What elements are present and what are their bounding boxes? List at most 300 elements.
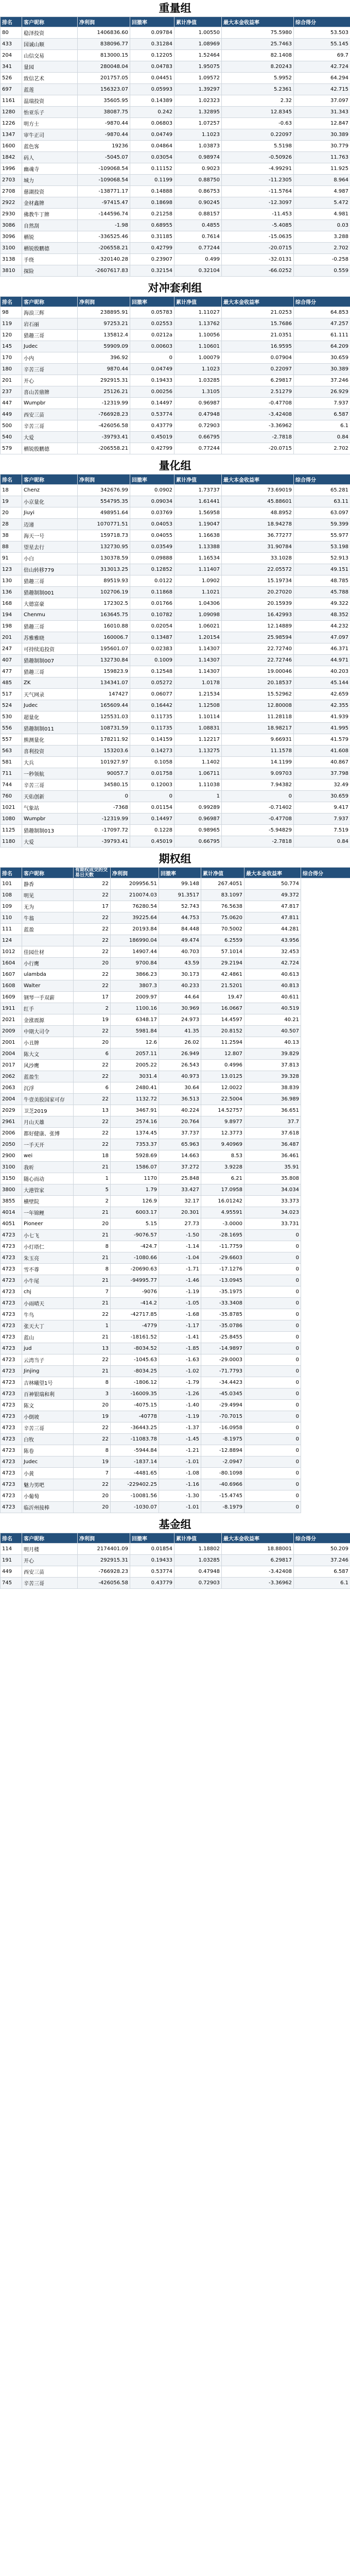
table-cell: 1.02323: [174, 95, 222, 107]
table-cell: 栖锐殷鹏德: [22, 443, 78, 454]
table-cell: -11.453: [222, 209, 294, 220]
table-cell: 0.72903: [174, 420, 222, 432]
table-cell: 35.808: [244, 1173, 301, 1184]
table-cell: -5.4085: [222, 220, 294, 231]
table-cell: 33.427: [159, 1184, 201, 1196]
table-row: [1, 39, 350, 50]
table-cell: 0.04451: [130, 73, 174, 84]
table-cell: 小黄: [22, 1468, 74, 1479]
table-cell: 37.7: [244, 1116, 301, 1128]
table-cell: 21.5201: [201, 980, 244, 992]
table-row: [1, 1173, 350, 1184]
table-cell: -1.40: [159, 1400, 201, 1411]
table-cell: 1.00550: [174, 27, 222, 39]
table-cell: -0.71402: [222, 802, 294, 814]
table-row: [1, 1264, 350, 1275]
table-cell: 0.96987: [174, 398, 222, 409]
table-cell: 36.513: [159, 1094, 201, 1105]
table-cell: 0.4855: [174, 220, 222, 231]
table-cell: 1.1402: [174, 757, 222, 768]
table-cell: 0: [244, 1502, 301, 1513]
table-cell: -9870.44: [78, 129, 130, 141]
table-cell: -0.47708: [222, 814, 294, 825]
table-cell: 22: [74, 980, 111, 992]
table-cell: 40.613: [244, 969, 301, 980]
table-cell: 19: [1, 496, 22, 507]
table-cell: 447: [1, 398, 22, 409]
table-cell: 1.52464: [174, 50, 222, 61]
table-row: [1, 1094, 350, 1105]
table-cell: 1.13275: [174, 745, 222, 757]
table-row: [1, 1230, 350, 1241]
table-cell: 4723: [1, 1241, 22, 1252]
table-cell: 1: [174, 791, 222, 802]
table-cell: 0.45019: [130, 432, 174, 443]
table-row: [1, 73, 350, 84]
table-cell: -66.0252: [222, 265, 294, 277]
table-cell: 76.5638: [201, 901, 244, 912]
table-cell: 0: [244, 1388, 301, 1400]
table-cell: 猎趣制制007: [22, 655, 78, 666]
table-row: [1, 553, 350, 564]
table-cell: -766928.23: [78, 409, 130, 420]
table-cell: 国诚山顺: [22, 39, 78, 50]
table-cell: 170: [1, 352, 22, 364]
table-cell: 3855: [1, 1196, 22, 1207]
table-cell: 26.949: [159, 1048, 201, 1060]
table-cell: 1.10601: [174, 341, 222, 352]
table-cell: 25.7463: [222, 39, 294, 50]
table-cell: 0.22097: [222, 129, 294, 141]
table-cell: 48.785: [294, 575, 350, 587]
table-cell: 156323.07: [78, 84, 130, 95]
table-cell: 1.12217: [174, 734, 222, 745]
table-cell: 0.1058: [130, 757, 174, 768]
table-cell: 88: [1, 541, 22, 553]
table-cell: -4.99291: [222, 163, 294, 175]
table-cell: 1609: [1, 992, 22, 1003]
table-cell: 辛苦三哥: [22, 779, 78, 791]
table-cell: 8: [74, 1377, 111, 1388]
table-cell: 18: [1, 485, 22, 496]
table-cell: 19.00046: [222, 666, 294, 677]
table-cell: 9700.84: [111, 958, 159, 969]
table-cell: 247: [1, 643, 22, 655]
column-header: 累计净值: [201, 868, 244, 878]
table-cell: 13: [74, 1105, 111, 1116]
table-cell: 49.151: [294, 564, 350, 575]
table-cell: 0.32154: [130, 265, 174, 277]
table-cell: wei: [22, 1150, 74, 1162]
table-cell: 14.1199: [222, 757, 294, 768]
table-cell: 83.1097: [201, 890, 244, 901]
table-cell: 蓝山: [22, 1332, 74, 1343]
table-cell: 26.929: [294, 386, 350, 398]
table-cell: 熊测量化: [22, 734, 78, 745]
table-cell: 126.9: [111, 1196, 159, 1207]
table-row: [1, 375, 350, 386]
table-cell: 8: [74, 1241, 111, 1252]
table-cell: -4779: [111, 1320, 159, 1332]
table-cell: 32.49: [294, 779, 350, 791]
table-cell: 2029: [1, 1105, 22, 1116]
table-cell: 0.90245: [174, 197, 222, 209]
table-cell: 0.06077: [130, 689, 174, 700]
table-header-row: [1, 17, 350, 27]
table-cell: 22.5004: [201, 1094, 244, 1105]
table-cell: -3.42408: [222, 409, 294, 420]
table-cell: 557: [1, 734, 22, 745]
table-cell: 3086: [1, 220, 22, 231]
table-cell: Wumpbr: [22, 398, 78, 409]
table-row: [1, 1105, 350, 1116]
table-cell: 20193.84: [111, 924, 159, 935]
table-cell: -4481.65: [111, 1468, 159, 1479]
table-cell: -109068.54: [78, 175, 130, 186]
table-cell: 99.148: [159, 878, 201, 890]
table-row: [1, 912, 350, 924]
table-cell: 37.737: [159, 1128, 201, 1139]
table-cell: 1406836.60: [78, 27, 130, 39]
table-row: [1, 485, 350, 496]
table-cell: 1.11407: [174, 564, 222, 575]
table-cell: 雪不尊: [22, 1264, 74, 1275]
table-cell: 108731.59: [78, 723, 130, 734]
table-cell: 30.659: [294, 352, 350, 364]
table-cell: -414.2: [111, 1298, 159, 1309]
table-cell: 18.88001: [222, 1544, 294, 1555]
column-header: 客户昵称: [22, 297, 78, 307]
table-cell: 63.11: [294, 496, 350, 507]
table-cell: -9870.44: [78, 118, 130, 129]
table-cell: 8: [74, 1445, 111, 1456]
table-cell: 25126.21: [78, 386, 130, 398]
table-cell: 1.1023: [174, 364, 222, 375]
table-cell: 136: [1, 587, 22, 598]
table-cell: 33.373: [244, 1196, 301, 1207]
table-row: [1, 655, 350, 666]
table-cell: 自然刮: [22, 220, 78, 231]
column-header: 累计净值: [174, 297, 222, 307]
table-cell: -1.21: [159, 1445, 201, 1456]
column-header: 回撤率: [130, 1533, 174, 1544]
table-cell: 0.31185: [130, 231, 174, 243]
table-cell: 2.51279: [222, 386, 294, 398]
table-cell: 0: [244, 1286, 301, 1298]
table-cell: 22: [74, 969, 111, 980]
table-cell: 1: [74, 1173, 111, 1184]
table-cell: 2017: [1, 1060, 22, 1071]
table-cell: 2.702: [294, 443, 350, 454]
table-cell: 292915.31: [78, 375, 130, 386]
table-cell: -206558.21: [78, 443, 130, 454]
table-cell: 2063: [1, 1082, 22, 1094]
table-cell: 13: [74, 1343, 111, 1354]
table-cell: 开心: [22, 1555, 78, 1566]
table-cell: 40.519: [244, 1003, 301, 1014]
table-cell: -1080.66: [111, 1252, 159, 1264]
table-cell: 随心而动: [22, 1173, 74, 1184]
table-cell: 1226: [1, 118, 22, 129]
table-row: [1, 118, 350, 129]
table-cell: 0.06803: [130, 118, 174, 129]
column-header: 净利润: [78, 1533, 130, 1544]
table-row: [1, 980, 350, 992]
table-cell: 0.11868: [130, 587, 174, 598]
table-cell: 37.798: [294, 768, 350, 779]
table-cell: 3467.91: [111, 1105, 159, 1116]
table-cell: 大德富豪: [22, 598, 78, 609]
table-cell: 0.47948: [174, 409, 222, 420]
table-cell: 临沂州接棒: [22, 1502, 74, 1513]
table-cell: Judec: [22, 341, 78, 352]
table-row: [1, 254, 350, 265]
table-cell: 22: [74, 1116, 111, 1128]
table-cell: 1.3105: [174, 386, 222, 398]
table-row: [1, 1422, 350, 1434]
table-cell: 524: [1, 700, 22, 711]
table-cell: 1125: [1, 825, 22, 836]
section-title: 基金组: [0, 1516, 350, 1533]
table-cell: 108: [1, 890, 22, 901]
table-cell: Judec: [22, 1456, 74, 1468]
table-cell: 18.98217: [222, 723, 294, 734]
table-cell: 90057.7: [78, 768, 130, 779]
table-cell: 20: [74, 1218, 111, 1230]
table-cell: 25.848: [159, 1173, 201, 1184]
table-cell: 41.995: [294, 723, 350, 734]
column-header: 最大本金收益率: [222, 474, 294, 485]
table-cell: 201: [1, 375, 22, 386]
table-cell: 0: [244, 1298, 301, 1309]
table-cell: 9.40969: [201, 1139, 244, 1150]
table-cell: 0.32104: [174, 265, 222, 277]
table-cell: 0.09888: [130, 553, 174, 564]
table-cell: 牛壹美股国家可存: [22, 1094, 74, 1105]
table-cell: -426056.58: [78, 1578, 130, 1589]
table-row: [1, 1400, 350, 1411]
column-header: 排名: [1, 868, 22, 878]
table-cell: 0.12852: [130, 564, 174, 575]
table-row: [1, 1218, 350, 1230]
table-cell: 0.86753: [174, 186, 222, 197]
table-cell: 204: [1, 50, 22, 61]
table-cell: 9.8977: [201, 1116, 244, 1128]
table-row: [1, 1048, 350, 1060]
table-cell: 195601.07: [78, 643, 130, 655]
table-cell: 0.01854: [130, 1544, 174, 1555]
table-cell: 小倒坡: [22, 1411, 74, 1422]
table-cell: 1.00079: [174, 352, 222, 364]
table-cell: 14.663: [159, 1150, 201, 1162]
table-cell: -1045.63: [111, 1354, 159, 1366]
table-cell: 37.272: [159, 1162, 201, 1173]
table-row: [1, 1502, 350, 1513]
table-row: [1, 1544, 350, 1555]
table-row: [1, 689, 350, 700]
table-cell: 70.5002: [201, 924, 244, 935]
table-cell: 0: [244, 1422, 301, 1434]
table-cell: -12.8894: [201, 1445, 244, 1456]
table-cell: [22, 935, 74, 946]
table-cell: 1012: [1, 946, 22, 958]
table-cell: 3866.23: [111, 969, 159, 980]
table-cell: 0.19433: [130, 375, 174, 386]
table-cell: 佳园仕材: [22, 946, 74, 958]
table-cell: 11.763: [294, 152, 350, 163]
table-cell: 18: [74, 1150, 111, 1162]
table-cell: 辛苦三哥: [22, 1422, 74, 1434]
table-row: [1, 946, 350, 958]
table-cell: 30.659: [294, 791, 350, 802]
table-cell: 小牛尾: [22, 1275, 74, 1286]
table-cell: 47.097: [294, 632, 350, 643]
table-cell: 16.9595: [222, 341, 294, 352]
table-cell: 陈文: [22, 1400, 74, 1411]
table-cell: 42.715: [294, 84, 350, 95]
table-row: [1, 1128, 350, 1139]
table-cell: 1996: [1, 163, 22, 175]
table-row: [1, 341, 350, 352]
table-cell: 1.07257: [174, 118, 222, 129]
table-cell: 6: [74, 1048, 111, 1060]
table-cell: 30.969: [159, 1003, 201, 1014]
table-cell: 194: [1, 609, 22, 621]
table-cell: 20: [74, 958, 111, 969]
table-cell: 苏雅雅晓: [22, 632, 78, 643]
table-row: [1, 220, 350, 231]
table-cell: 0.9023: [174, 163, 222, 175]
table-cell: 6.587: [294, 1566, 350, 1578]
column-header: 客户昵称: [22, 1533, 78, 1544]
table-cell: 47.257: [294, 318, 350, 330]
table-cell: 12.807: [201, 1048, 244, 1060]
table-cell: 7.937: [294, 814, 350, 825]
table-row: [1, 352, 350, 364]
table-cell: 25.98594: [222, 632, 294, 643]
table-cell: -0.50926: [222, 152, 294, 163]
table-cell: -11.5764: [222, 186, 294, 197]
table-row: [1, 1298, 350, 1309]
column-header: 净利润: [78, 297, 130, 307]
table-cell: 500: [1, 420, 22, 432]
table-cell: 39.328: [244, 1071, 301, 1082]
table-row: [1, 1320, 350, 1332]
table-cell: 2009.97: [111, 992, 159, 1003]
table-cell: 36.989: [244, 1094, 301, 1105]
table-cell: 栖锐殷鹏德: [22, 243, 78, 254]
table-cell: 陈大文: [22, 1048, 74, 1060]
table-cell: 吉林曦望1号: [22, 1377, 74, 1388]
table-cell: 3100: [1, 243, 22, 254]
table-cell: 小七飞: [22, 1230, 74, 1241]
table-cell: 1607: [1, 969, 22, 980]
table-cell: 21: [74, 1366, 111, 1377]
table-cell: 2900: [1, 1150, 22, 1162]
table-cell: 0.0122: [130, 575, 174, 587]
table-cell: Jiuyi: [22, 507, 78, 519]
table-cell: 1: [74, 1320, 111, 1332]
table-cell: -1.50: [159, 1230, 201, 1241]
table-cell: 36.77277: [222, 530, 294, 541]
table-cell: 0.1199: [130, 175, 174, 186]
table-row: [1, 1241, 350, 1252]
table-cell: -35.1975: [201, 1286, 244, 1298]
table-cell: 41.35: [159, 1026, 201, 1037]
table-cell: -1.04: [159, 1252, 201, 1264]
table-cell: 0.11735: [130, 723, 174, 734]
table-row: [1, 27, 350, 39]
column-header: 有期权成交的交易日天数: [74, 868, 111, 878]
table-cell: 小雨晴天: [22, 1298, 74, 1309]
table-cell: -0.47708: [222, 398, 294, 409]
table-cell: 20.764: [159, 1116, 201, 1128]
table-cell: 160006.7: [78, 632, 130, 643]
table-cell: -12319.99: [78, 814, 130, 825]
table-cell: 8.964: [294, 175, 350, 186]
table-cell: 0.72903: [174, 1578, 222, 1589]
table-cell: 760: [1, 791, 22, 802]
table-cell: -0.63: [222, 118, 294, 129]
table-cell: 30.64: [159, 1082, 201, 1094]
table-cell: -17097.72: [78, 825, 130, 836]
table-cell: 猎趣制制001: [22, 587, 78, 598]
table-cell: 0: [244, 1377, 301, 1388]
table-cell: -33.3408: [201, 1298, 244, 1309]
table-row: [1, 802, 350, 814]
table-cell: 64.294: [294, 73, 350, 84]
table-cell: 209956.51: [111, 878, 159, 890]
table-cell: 0.0902: [130, 485, 174, 496]
table-cell: -3.36962: [222, 420, 294, 432]
table-row: [1, 1445, 350, 1456]
table-cell: 0.4996: [201, 1060, 244, 1071]
table-header-row: [1, 474, 350, 485]
table-cell: 49.372: [244, 890, 301, 901]
table-cell: 0.7614: [174, 231, 222, 243]
table-cell: 98: [1, 307, 22, 318]
table-cell: 陈卷: [22, 1445, 74, 1456]
table-row: [1, 197, 350, 209]
table-cell: 41.939: [294, 711, 350, 723]
table-cell: 0: [244, 1434, 301, 1445]
table-cell: 2.702: [294, 243, 350, 254]
table-cell: -15.0635: [222, 231, 294, 243]
table-cell: 2708: [1, 186, 22, 197]
table-cell: 153203.6: [78, 745, 130, 757]
table-cell: 30.389: [294, 364, 350, 375]
table-cell: 0: [244, 1479, 301, 1490]
table-cell: 130: [1, 575, 22, 587]
table-cell: 0.04749: [130, 364, 174, 375]
table-cell: 卫芝2019: [22, 1105, 74, 1116]
table-row: [1, 666, 350, 677]
table-cell: 5.9952: [222, 73, 294, 84]
table-cell: 猎趣制制011: [22, 723, 78, 734]
table-cell: 7353.37: [111, 1139, 159, 1150]
table-cell: -11083.78: [111, 1434, 159, 1445]
column-header: 最大本金收益率: [222, 297, 294, 307]
table-cell: 1.11027: [174, 307, 222, 318]
table-cell: 45.144: [294, 677, 350, 689]
table-cell: 37.246: [294, 1555, 350, 1566]
table-cell: -1.30: [159, 1490, 201, 1502]
column-header: 综合得分: [301, 868, 350, 878]
table-cell: 蓝盈: [22, 924, 74, 935]
table-cell: 1.10114: [174, 711, 222, 723]
table-cell: 34.034: [244, 1184, 301, 1196]
table-row: [1, 186, 350, 197]
